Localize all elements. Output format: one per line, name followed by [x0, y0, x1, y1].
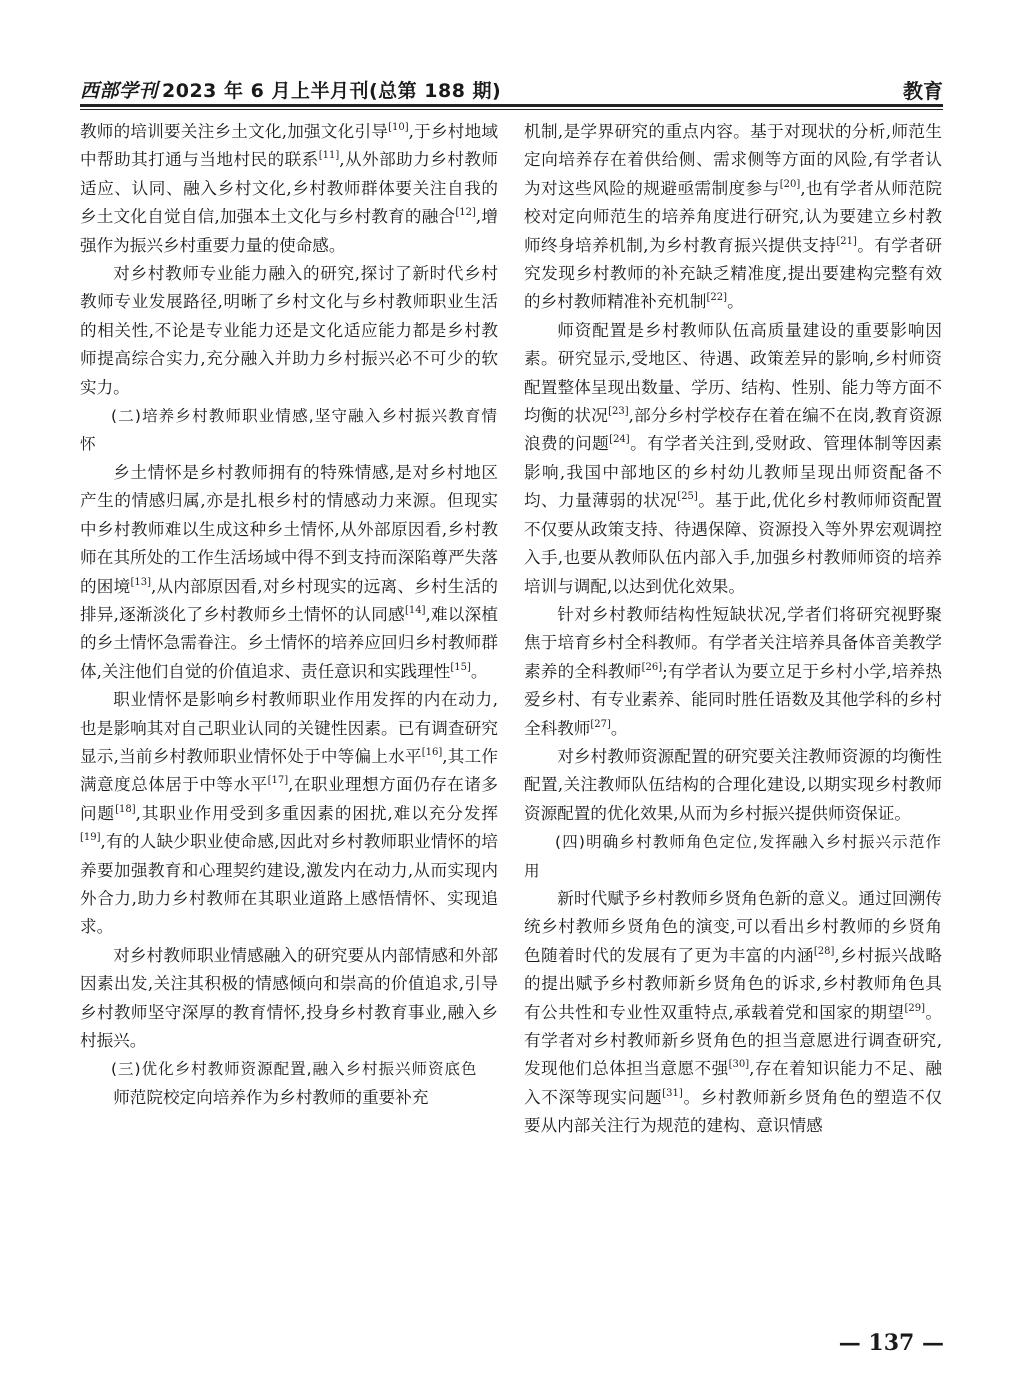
section-heading	[80, 402, 498, 459]
text-run: ,从外部助力乡村教师适应、认同、融入乡村文化,乡村教师群体要关注自我的乡土文化自觉自信,加强本土文化与乡村教育的融合	[80, 150, 498, 227]
header-rule-thin	[80, 109, 943, 110]
text-run: ,在职业理想方面仍存在诸多问题	[80, 775, 498, 823]
section-heading	[524, 828, 942, 885]
citation-ref: [16]	[421, 746, 443, 758]
citation-ref: [12]	[455, 207, 476, 219]
text-run: 。有学者研究发现乡村教师的补充缺乏精准度,提出要建构完整有效的乡村教师精准补充机制	[524, 235, 942, 312]
paragraph	[524, 118, 942, 317]
text-run: ,也有学者从师范院校对定向师范生的培养角度进行研究,认为要建立乡村教师终身培养机制,为乡村教育振兴提供支持	[524, 178, 942, 255]
text-run: 教师的培训要关注乡土文化,加强文化引导	[80, 122, 389, 141]
text-run: ,难以深植的乡土情怀急需眷注。乡土情怀的培养应回归乡村教师群体,关注他们自觉的价值追求、责任意识和实践理性	[80, 604, 498, 681]
text-run: ,存在着知识能力不足、融入不深等现实问题	[524, 1059, 942, 1107]
citation-ref: [24]	[609, 434, 630, 446]
text-run: (三)优化乡村教师资源配置,融入乡村振兴师资底色	[111, 1060, 478, 1079]
citation-ref: [22]	[706, 292, 728, 304]
text-run: 。乡村教师新乡贤角色的塑造不仅要从内部关注行为规范的建构、意识情感	[524, 1087, 942, 1136]
paragraph	[80, 118, 498, 260]
citation-ref: [10]	[388, 122, 409, 133]
page-number: — 137 —	[838, 1330, 944, 1356]
page-header	[80, 70, 943, 102]
text-run: ,有的人缺少职业使命感,因此对乡村教师职业情怀的培养要加强教育和心理契约建设,激发内在动力,从而实现内外合力,助力乡村教师在其职业道路上感悟情怀、实现追求。	[80, 832, 498, 937]
text-run: ,乡村振兴战略的提出赋予乡村教师新乡贤角色的诉求,乡村教师角色具有公共性和专业性双重特点,承载着党和国家的期望	[524, 945, 942, 1022]
text-run: 机制,是学界研究的重点内容。基于对现状的分析,师范生定向培养存在着供给侧、需求侧等方面的风险,有学者认为对这些风险的规避亟需制度参与	[524, 122, 942, 198]
text-run: (二)培养乡村教师职业情感,坚守融入乡村振兴教育情怀	[80, 407, 498, 454]
citation-ref: [21]	[836, 235, 857, 247]
paragraph	[80, 686, 498, 942]
text-run: 针对乡村教师结构性短缺状况,学者们将研究视野聚焦于培育乡村全科教师。有学者关注培养具备体音美教学素养的全科教师	[524, 604, 942, 681]
text-run: ,其工作满意度总体居于中等水平	[80, 746, 498, 795]
text-run: 乡土情怀是乡村教师拥有的特殊情感,是对乡村地区产生的情感归属,亦是扎根乡村的情感动力来源。但现实中乡村教师难以生成这种乡土情怀,从外部原因看,乡村教师在其所处的工作生活场域中得不到支持而深陷尊严失落的困境	[80, 462, 498, 596]
text-run: ,其职业作用受到多重因素的困扰,难以充分发挥	[135, 803, 498, 823]
text-run: ,增强作为振兴乡村重要力量的使命感。	[80, 207, 498, 255]
text-run: (四)明确乡村教师角色定位,发挥融入乡村振兴示范作用	[524, 833, 942, 880]
citation-ref: [13]	[130, 576, 151, 588]
text-run: 师资配置是乡村教师队伍高质量建设的重要影响因素。研究显示,受地区、待遇、政策差异的影响,乡村师资配置整体呈现出数量、学历、结构、性别、能力等方面不均衡的状况	[524, 320, 942, 426]
text-run: 对乡村教师职业情感融入的研究要从内部情感和外部因素出发,关注其积极的情感倾向和崇高的价值追求,引导乡村教师坚守深厚的教育情怀,投身乡村教育事业,融入乡村振兴。	[80, 945, 498, 1050]
citation-ref: [29]	[904, 1002, 925, 1014]
citation-ref: [28]	[813, 945, 835, 957]
citation-ref: [23]	[608, 406, 629, 418]
text-run: ;有学者认为要立足于乡村小学,培养热爱乡村、有专业素养、能同时胜任语数及其他学科的乡村全科教师	[524, 661, 942, 738]
paragraph	[524, 601, 942, 743]
text-run: 职业情怀是影响乡村教师职业作用发挥的内在动力,也是影响其对自己职业认同的关键性因素。已有调查研究显示,当前乡村教师职业情怀处于中等偏上水平	[80, 690, 498, 766]
citation-ref: [30]	[728, 1059, 750, 1071]
text-run: 。基于此,优化乡村教师师资配置不仅要从政策支持、待遇保障、资源投入等外界宏观调控入手,也要从教师队伍内部入手,加强乡村教师师资的培养培训与调配,以达到优化效果。	[524, 491, 942, 596]
citation-ref: [20]	[779, 178, 801, 190]
citation-ref: [27]	[590, 718, 611, 730]
section-heading	[80, 1055, 498, 1083]
text-run: 。	[727, 292, 744, 312]
paragraph	[524, 743, 942, 828]
citation-ref: [17]	[267, 775, 289, 787]
paragraph	[524, 317, 942, 601]
citation-ref: [26]	[641, 661, 663, 673]
paragraph	[80, 260, 498, 402]
text-run: 。有学者对乡村教师新乡贤角色的担当意愿进行调查研究,发现他们总体担当意愿不强	[524, 1002, 942, 1079]
left-column	[80, 118, 498, 1303]
citation-ref: [19]	[80, 832, 101, 844]
paragraph	[524, 885, 942, 1141]
text-run: 师范院校定向培养作为乡村教师的重要补充	[113, 1087, 429, 1107]
header-rule-thick	[80, 104, 943, 107]
citation-ref: [15]	[450, 661, 471, 673]
citation-ref: [11]	[318, 150, 340, 162]
paragraph	[80, 942, 498, 1056]
text-run: ,于乡村地域中帮助其打通与当地村民的联系	[80, 122, 498, 170]
journal-title	[80, 76, 501, 103]
right-column	[524, 118, 942, 1303]
text-run: 。	[470, 661, 488, 681]
text-run: 新时代赋予乡村教师乡贤角色新的意义。通过回溯传统乡村教师乡贤角色的演变,可以看出乡村教师的乡贤角色随着时代的发展有了更为丰富的内涵	[524, 888, 942, 965]
paragraph	[80, 1084, 498, 1112]
journal-logo: 西部学刊	[80, 80, 159, 102]
section-label: 教育	[903, 79, 943, 103]
paragraph	[80, 459, 498, 686]
citation-ref: [31]	[662, 1087, 683, 1099]
journal-issue: 2023 年 6 月上半月刊(总第 188 期)	[162, 80, 502, 102]
text-run: ,从内部原因看,对乡村现实的远离、乡村生活的排异,逐渐淡化了乡村教师乡土情怀的认同感	[80, 576, 498, 624]
citation-ref: [14]	[404, 604, 426, 616]
text-run: 对乡村教师资源配置的研究要关注教师资源的均衡性配置,关注教师队伍结构的合理化建设,以期实现乡村教师资源配置的优化效果,从而为乡村振兴提供师资保证。	[524, 746, 942, 823]
citation-ref: [18]	[115, 803, 136, 815]
text-run: 。	[610, 718, 628, 738]
text-run: 。有学者关注到,受财政、管理体制等因素影响,我国中部地区的乡村幼儿教师呈现出师资配备不均、力量薄弱的状况	[524, 434, 942, 511]
citation-ref: [25]	[677, 491, 698, 503]
text-run: 对乡村教师专业能力融入的研究,探讨了新时代乡村教师专业发展路径,明晰了乡村文化与乡村教师职业生活的相关性,不论是专业能力还是文化适应能力都是乡村教师提高综合实力,充分融入并助力乡村振兴必不可少的软实力。	[80, 264, 498, 397]
text-run: ,部分乡村学校存在着在编不在岗,教育资源浪费的问题	[524, 406, 942, 454]
